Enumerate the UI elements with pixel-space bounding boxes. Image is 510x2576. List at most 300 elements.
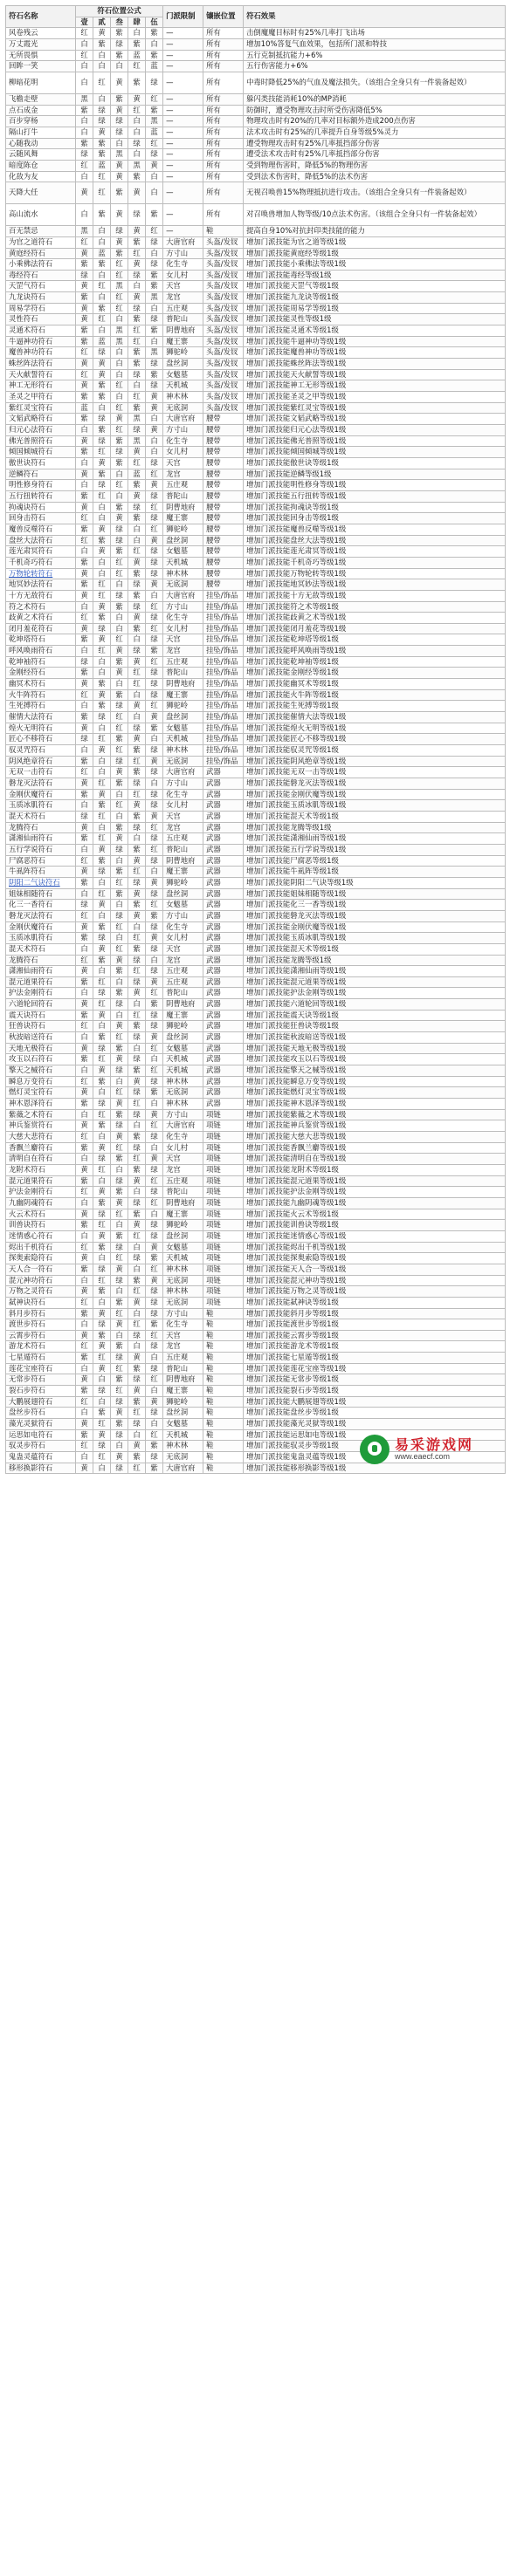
slot-color-cell: 白 — [93, 1297, 111, 1308]
part-cell: 武器 — [203, 867, 244, 878]
slot-color-cell: 紫 — [76, 833, 93, 845]
slot-color-cell: 红 — [146, 988, 163, 999]
slot-color-cell: 紫 — [76, 1099, 93, 1110]
rune-name-cell: 煌火无明符石 — [6, 723, 76, 734]
effect-cell: 增加门派技能乾坤袖等级1级 — [244, 656, 506, 668]
part-cell: 头盔/发钗 — [203, 281, 244, 292]
effect-cell: 增加门派技能移形换影等级1级 — [244, 1463, 506, 1474]
slot-color-cell: 黄 — [111, 513, 128, 524]
slot-color-cell: 红 — [128, 867, 146, 878]
slot-color-cell: 黄 — [128, 447, 146, 458]
slot-color-cell: 绿 — [146, 1021, 163, 1032]
slot-label: 叁 — [111, 17, 128, 28]
slot-color-cell: 红 — [111, 568, 128, 579]
slot-color-cell: 黄 — [76, 1374, 93, 1386]
table-row — [6, 844, 506, 855]
slot-color-cell: 白 — [111, 1076, 128, 1087]
slot-color-cell: 紫 — [76, 447, 93, 458]
table-row — [6, 579, 506, 591]
slot-color-cell: 紫 — [93, 613, 111, 624]
rune-name-cell[interactable]: 阴阳二气诀符石 — [6, 877, 76, 888]
slot-color-cell: 紫 — [128, 171, 146, 182]
slot-color-cell: 绿 — [128, 1032, 146, 1044]
gate-cell: 女儿村 — [163, 1142, 203, 1154]
slot-color-cell: 白 — [76, 1230, 93, 1242]
slot-color-cell: 红 — [146, 900, 163, 911]
slot-color-cell: 绿 — [111, 1463, 128, 1474]
slot-color-cell: 白 — [93, 402, 111, 414]
slot-color-cell: 紫 — [76, 105, 93, 116]
slot-color-cell: 红 — [111, 303, 128, 314]
slot-color-cell: 紫 — [111, 1109, 128, 1120]
slot-color-cell: 蓝 — [93, 160, 111, 171]
table-row — [6, 623, 506, 634]
slot-color-cell: 白 — [111, 392, 128, 403]
effect-cell: 增加门派技能千机奇巧等级1级 — [244, 557, 506, 568]
slot-color-cell: 绿 — [76, 149, 93, 161]
slot-color-cell: 红 — [76, 160, 93, 171]
part-cell: 鞋 — [203, 1396, 244, 1408]
effect-cell: 增加门派技能香飘兰麝等级1级 — [244, 1142, 506, 1154]
gate-cell: 天机城 — [163, 380, 203, 392]
slot-color-cell: 红 — [111, 292, 128, 304]
effect-cell: 增加门派技能天地无极等级1级 — [244, 1043, 506, 1054]
slot-color-cell: 白 — [111, 469, 128, 480]
effect-cell: 法术攻击时有25%的几率提升自身等级5%灵力 — [244, 127, 506, 138]
rune-name-cell: 护法金刚符石 — [6, 1187, 76, 1198]
slot-color-cell: 紫 — [111, 182, 128, 204]
part-cell: 鞋 — [203, 1408, 244, 1419]
slot-color-cell: 紫 — [111, 248, 128, 259]
effect-cell: 增加门派技能金刚伏魔等级1级 — [244, 921, 506, 933]
slot-color-cell: 白 — [146, 1054, 163, 1065]
slot-color-cell: 紫 — [111, 1043, 128, 1054]
slot-color-cell: 白 — [93, 1396, 111, 1408]
effect-cell: 防御时，遭受物理攻击时所受伤害降低5% — [244, 105, 506, 116]
slot-color-cell: 绿 — [128, 369, 146, 380]
rune-name-cell: 阴风绝章符石 — [6, 756, 76, 767]
table-row — [6, 955, 506, 966]
rune-name-cell: 柳暗花明 — [6, 72, 76, 93]
slot-color-cell: 白 — [146, 1386, 163, 1397]
table-row — [6, 634, 506, 646]
effect-cell: 增加门派技能龙腾等级1级 — [244, 955, 506, 966]
effect-cell: 对召唤兽增加人物等级/10点法术伤害。（该组合全身只有一件装备起效） — [244, 204, 506, 226]
slot-color-cell: 红 — [93, 999, 111, 1011]
table-row — [6, 1330, 506, 1341]
part-cell: 鞋 — [203, 1429, 244, 1441]
part-cell: 武器 — [203, 1076, 244, 1087]
table-row — [6, 457, 506, 469]
slot-color-cell: 绿 — [128, 1374, 146, 1386]
slot-color-cell: 紫 — [76, 976, 93, 988]
slot-color-cell: 黑 — [146, 292, 163, 304]
slot-color-cell: 红 — [146, 138, 163, 149]
slot-color-cell: 紫 — [111, 1230, 128, 1242]
slot-color-cell: 黄 — [76, 867, 93, 878]
part-cell: 武器 — [203, 900, 244, 911]
slot-color-cell: 绿 — [146, 1187, 163, 1198]
slot-color-cell: 白 — [93, 1175, 111, 1187]
slot-color-cell: 红 — [111, 634, 128, 646]
rune-name-cell: 云随风舞 — [6, 149, 76, 161]
gate-cell: 神木林 — [163, 1441, 203, 1452]
rune-name-cell: 无常步符石 — [6, 1374, 76, 1386]
rune-name-cell: 灵通术符石 — [6, 325, 76, 337]
table-row — [6, 1132, 506, 1143]
part-cell: 武器 — [203, 943, 244, 955]
slot-color-cell: 白 — [146, 955, 163, 966]
gate-cell: 神木林 — [163, 568, 203, 579]
slot-color-cell: 紫 — [93, 425, 111, 436]
slot-color-cell: 绿 — [146, 1408, 163, 1419]
slot-color-cell: 白 — [128, 689, 146, 701]
slot-color-cell: 绿 — [111, 999, 128, 1011]
part-cell: 项链 — [203, 1264, 244, 1275]
slot-color-cell: 绿 — [146, 1341, 163, 1353]
rune-name-cell: 歧黄之术符石 — [6, 613, 76, 624]
slot-color-cell: 绿 — [146, 380, 163, 392]
effect-cell: 增加门派技能傲世诀等级1级 — [244, 457, 506, 469]
slot-color-cell: 红 — [76, 1187, 93, 1198]
slot-color-cell: 绿 — [146, 833, 163, 845]
effect-cell: 增加门派技能天火献誓等级1级 — [244, 369, 506, 380]
table-row — [6, 800, 506, 812]
part-cell: 武器 — [203, 1065, 244, 1077]
gate-cell: 普陀山 — [163, 314, 203, 325]
rune-table-page — [5, 5, 505, 1474]
slot-color-cell: 红 — [76, 1021, 93, 1032]
rune-name-cell: 匠心不移符石 — [6, 734, 76, 745]
part-cell: 所有 — [203, 116, 244, 127]
effect-cell: 五行伤害能力+6% — [244, 61, 506, 72]
rune-name-cell: 逆鳞符石 — [6, 469, 76, 480]
slot-color-cell: 黄 — [93, 789, 111, 800]
effect-cell: 增加门派技能催情大法等级1级 — [244, 712, 506, 723]
rune-name-cell: 尸腐恶符石 — [6, 855, 76, 867]
rune-name-cell: 混天术符石 — [6, 811, 76, 822]
slot-color-cell: 白 — [111, 900, 128, 911]
slot-color-cell: 白 — [128, 281, 146, 292]
rune-name-cell: 明性修身符石 — [6, 480, 76, 491]
slot-color-cell: 紫 — [93, 1242, 111, 1253]
rune-name-cell: 圣灵之甲符石 — [6, 392, 76, 403]
part-cell: 挂坠/饰品 — [203, 623, 244, 634]
table-row — [6, 689, 506, 701]
effect-cell: 增加门派技能藻光灵狱等级1级 — [244, 1419, 506, 1430]
slot-color-cell: 红 — [111, 1142, 128, 1154]
slot-color-cell: 黄 — [128, 613, 146, 624]
slot-color-cell: 紫 — [93, 204, 111, 226]
table-row — [6, 1043, 506, 1054]
table-row — [6, 248, 506, 259]
gate-cell: 方寸山 — [163, 1109, 203, 1120]
effect-cell: 增加门派技能十方无敌等级1级 — [244, 590, 506, 601]
effect-cell: 增加门派技能大慈大悲等级1级 — [244, 1132, 506, 1143]
slot-color-cell: 黄 — [128, 490, 146, 502]
slot-color-cell: 白 — [76, 701, 93, 712]
slot-color-cell: 红 — [146, 93, 163, 105]
slot-color-cell: 绿 — [128, 303, 146, 314]
slot-color-cell: 蓝 — [146, 127, 163, 138]
slot-color-cell: 黄 — [146, 160, 163, 171]
gate-cell: 五庄观 — [163, 1175, 203, 1187]
part-cell: 头盔/发钗 — [203, 359, 244, 370]
slot-color-cell: 绿 — [146, 1286, 163, 1298]
slot-color-cell: 黑 — [146, 116, 163, 127]
slot-color-cell: 白 — [76, 1109, 93, 1120]
slot-color-cell: 黄 — [146, 1396, 163, 1408]
effect-cell: 增加门派技能牛逼神功等级1级 — [244, 336, 506, 347]
slot-color-cell: 绿 — [93, 414, 111, 425]
gate-cell: 魔王寨 — [163, 1386, 203, 1397]
slot-color-cell: 紫 — [93, 380, 111, 392]
slot-color-cell: 黄 — [76, 1253, 93, 1264]
gate-cell: 天宫 — [163, 1330, 203, 1341]
slot-color-cell: 黄 — [146, 756, 163, 767]
slot-color-cell: 紫 — [146, 28, 163, 39]
table-row — [6, 270, 506, 281]
gate-cell: 五庄观 — [163, 1353, 203, 1364]
part-cell: 鞋 — [203, 1374, 244, 1386]
slot-color-cell: 紫 — [111, 435, 128, 447]
table-row — [6, 679, 506, 690]
header-name: 符石名称 — [6, 6, 76, 28]
slot-color-cell: 黄 — [146, 933, 163, 944]
table-row — [6, 1386, 506, 1397]
part-cell: 武器 — [203, 822, 244, 833]
rune-name-cell: 为官之道符石 — [6, 236, 76, 248]
slot-color-cell: 黄 — [111, 236, 128, 248]
slot-color-cell: 黑 — [146, 347, 163, 359]
rune-name-cell: 姐妹相随符石 — [6, 888, 76, 900]
slot-color-cell: 紫 — [76, 789, 93, 800]
table-row — [6, 756, 506, 767]
slot-color-cell: 蓝 — [76, 402, 93, 414]
slot-color-cell: 黄 — [111, 1408, 128, 1419]
slot-color-cell: 绿 — [93, 1264, 111, 1275]
part-cell: 头盔/发钗 — [203, 314, 244, 325]
slot-color-cell: 绿 — [128, 976, 146, 988]
slot-color-cell: 紫 — [146, 1319, 163, 1331]
slot-color-cell: 白 — [93, 1374, 111, 1386]
gate-cell: 狮驼岭 — [163, 877, 203, 888]
slot-color-cell: 紫 — [128, 568, 146, 579]
part-cell: 武器 — [203, 778, 244, 790]
slot-color-cell: 紫 — [128, 623, 146, 634]
slot-color-cell: 白 — [76, 943, 93, 955]
slot-color-cell: 绿 — [128, 1419, 146, 1430]
table-row — [6, 524, 506, 535]
slot-color-cell: 白 — [146, 171, 163, 182]
slot-color-cell: 绿 — [128, 1142, 146, 1154]
slot-color-cell: 白 — [146, 1142, 163, 1154]
slot-color-cell: 绿 — [111, 1429, 128, 1441]
slot-color-cell: 红 — [111, 259, 128, 271]
gate-cell: — — [163, 182, 203, 204]
gate-cell: 阴曹地府 — [163, 325, 203, 337]
rune-name-cell: 攻玉以石符石 — [6, 1054, 76, 1065]
slot-color-cell: 红 — [146, 502, 163, 513]
gate-cell: 无底洞 — [163, 756, 203, 767]
slot-color-cell: 红 — [128, 933, 146, 944]
table-row — [6, 1065, 506, 1077]
slot-color-cell: 绿 — [146, 679, 163, 690]
rune-name-cell: 飞檐走壁 — [6, 93, 76, 105]
effect-cell: 增加门派技能神木恩泽等级1级 — [244, 1099, 506, 1110]
slot-color-cell: 绿 — [128, 1109, 146, 1120]
rune-name-cell: 傲世诀符石 — [6, 457, 76, 469]
rune-name-cell: 生死搏符石 — [6, 701, 76, 712]
rune-name-cell: 香飘兰麝符石 — [6, 1142, 76, 1154]
effect-cell: 增加门派技能神工无形等级1级 — [244, 380, 506, 392]
part-cell: 项链 — [203, 1197, 244, 1209]
slot-color-cell: 红 — [146, 601, 163, 613]
slot-color-cell: 绿 — [111, 1396, 128, 1408]
gate-cell: 盘丝洞 — [163, 712, 203, 723]
slot-color-cell: 绿 — [111, 910, 128, 921]
table-row — [6, 966, 506, 977]
slot-color-cell: 绿 — [128, 138, 146, 149]
slot-color-cell: 黄 — [76, 303, 93, 314]
slot-color-cell: 红 — [76, 613, 93, 624]
table-row — [6, 171, 506, 182]
slot-color-cell: 紫 — [128, 811, 146, 822]
gate-cell: 神木林 — [163, 1099, 203, 1110]
slot-color-cell: 黄 — [146, 1154, 163, 1165]
slot-color-cell: 黄 — [111, 1132, 128, 1143]
part-cell: 武器 — [203, 1032, 244, 1044]
gate-cell: — — [163, 50, 203, 61]
table-row — [6, 204, 506, 226]
part-cell: 挂坠/饰品 — [203, 745, 244, 757]
effect-cell: 增加门派技能混元道果等级1级 — [244, 976, 506, 988]
slot-color-cell: 黄 — [128, 988, 146, 999]
part-cell: 头盔/发钗 — [203, 336, 244, 347]
slot-color-cell: 紫 — [146, 1463, 163, 1474]
rune-name-cell: 莲光肃冥符石 — [6, 546, 76, 558]
table-row — [6, 425, 506, 436]
gate-cell: 方寸山 — [163, 601, 203, 613]
table-row — [6, 1353, 506, 1364]
table-row — [6, 314, 506, 325]
slot-color-cell: 红 — [111, 723, 128, 734]
slot-color-cell: 黄 — [93, 1429, 111, 1441]
slot-color-cell: 白 — [93, 502, 111, 513]
table-row — [6, 888, 506, 900]
table-row — [6, 988, 506, 999]
slot-color-cell: 红 — [146, 1374, 163, 1386]
slot-color-cell: 红 — [111, 1209, 128, 1220]
gate-cell: 化生寺 — [163, 921, 203, 933]
rune-name-cell: 驭灵步符石 — [6, 1441, 76, 1452]
slot-color-cell: 白 — [76, 1032, 93, 1044]
effect-cell: 增加门派技能九幽阴魂等级1级 — [244, 1197, 506, 1209]
slot-color-cell: 黄 — [128, 1297, 146, 1308]
slot-color-cell: 黄 — [76, 921, 93, 933]
slot-label: 肆 — [128, 17, 146, 28]
table-row — [6, 336, 506, 347]
effect-cell: 增加门派技能尸腐恶等级1级 — [244, 855, 506, 867]
rune-name-cell: 玉质冰肌符石 — [6, 800, 76, 812]
slot-color-cell: 绿 — [128, 204, 146, 226]
slot-color-cell: 紫 — [93, 955, 111, 966]
slot-color-cell: 黄 — [76, 999, 93, 1011]
slot-color-cell: 红 — [76, 1242, 93, 1253]
effect-cell: 增加门派技能无双一击等级1级 — [244, 767, 506, 778]
slot-color-cell: 紫 — [93, 1032, 111, 1044]
slot-color-cell: 白 — [93, 1253, 111, 1264]
slot-color-cell: 紫 — [128, 359, 146, 370]
slot-color-cell: 绿 — [111, 1175, 128, 1187]
slot-color-cell: 绿 — [128, 1197, 146, 1209]
slot-color-cell: 白 — [111, 369, 128, 380]
gate-cell: — — [163, 61, 203, 72]
effect-cell: 增加门派技能五行扭转等级1级 — [244, 490, 506, 502]
gate-cell: 普陀山 — [163, 490, 203, 502]
rune-name-cell: 佛光普照符石 — [6, 435, 76, 447]
rune-name-cell: 驭灵咒符石 — [6, 745, 76, 757]
gate-cell: 盘丝洞 — [163, 888, 203, 900]
slot-color-cell: 红 — [128, 1230, 146, 1242]
gate-cell: 盘丝洞 — [163, 535, 203, 546]
gate-cell: 龙宫 — [163, 292, 203, 304]
effect-cell: 增加门派技能倾国倾城等级1级 — [244, 447, 506, 458]
part-cell: 腰带 — [203, 546, 244, 558]
slot-color-cell: 红 — [111, 1253, 128, 1264]
rune-name-cell: 混元神功符石 — [6, 1275, 76, 1286]
rune-name-cell: 回眸一笑 — [6, 61, 76, 72]
gate-cell: 阴曹地府 — [163, 999, 203, 1011]
effect-cell: 增加门派技能探奥索隐等级1级 — [244, 1253, 506, 1264]
slot-label: 伍 — [146, 17, 163, 28]
part-cell: 挂坠/饰品 — [203, 668, 244, 679]
slot-color-cell: 白 — [128, 1429, 146, 1441]
slot-color-cell: 紫 — [111, 689, 128, 701]
slot-color-cell: 黄 — [111, 204, 128, 226]
table-row — [6, 557, 506, 568]
slot-color-cell: 红 — [93, 590, 111, 601]
table-row — [6, 325, 506, 337]
slot-color-cell: 绿 — [93, 712, 111, 723]
slot-color-cell: 绿 — [146, 149, 163, 161]
gate-cell: 无底洞 — [163, 1275, 203, 1286]
slot-color-cell: 绿 — [93, 933, 111, 944]
slot-color-cell: 绿 — [111, 756, 128, 767]
rune-name-cell: 金刚伏魔符石 — [6, 789, 76, 800]
gate-cell: 化生寺 — [163, 613, 203, 624]
slot-color-cell: 绿 — [146, 1452, 163, 1463]
gate-cell: 大唐官府 — [163, 590, 203, 601]
slot-color-cell: 红 — [146, 701, 163, 712]
rune-name-cell: 幽冥术符石 — [6, 679, 76, 690]
slot-color-cell: 红 — [111, 712, 128, 723]
rune-name-cell: 潇湘仙雨符石 — [6, 966, 76, 977]
rune-name-cell[interactable]: 万物轮转符石 — [6, 568, 76, 579]
slot-color-cell: 白 — [128, 380, 146, 392]
slot-color-cell: 绿 — [128, 1253, 146, 1264]
slot-color-cell: 黄 — [76, 590, 93, 601]
rune-name-cell: 魔兽反噬符石 — [6, 524, 76, 535]
slot-color-cell: 白 — [93, 93, 111, 105]
table-row — [6, 414, 506, 425]
gate-cell: 狮驼岭 — [163, 1220, 203, 1231]
rune-name-cell: 乾坤袖符石 — [6, 656, 76, 668]
part-cell: 项链 — [203, 1297, 244, 1308]
table-row — [6, 369, 506, 380]
slot-color-cell: 黄 — [111, 833, 128, 845]
slot-color-cell: 紫 — [146, 281, 163, 292]
